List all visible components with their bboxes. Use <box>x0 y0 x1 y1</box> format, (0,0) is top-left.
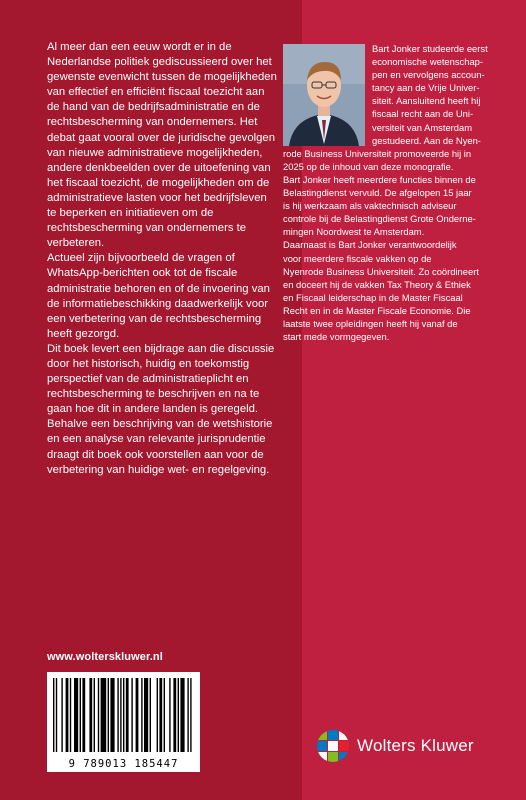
barcode-bar <box>141 678 142 752</box>
barcode-bar <box>157 678 158 752</box>
barcode-bar <box>101 678 107 752</box>
publisher-name: Wolters Kluwer <box>357 736 474 755</box>
barcode-bar <box>159 678 162 752</box>
bio-line: laatste twee opleidingen heeft hij vanaf de <box>283 317 458 329</box>
author-bio <box>283 42 493 343</box>
blurb-paragraph: Al meer dan een eeuw wordt er in de Nederlandse politiek gediscussieerd over het gewenste evenwicht tussen de mogelijkheden van effectief en efficiënt fiscaal toezicht aan de hand van de bedrijfsadministratie en de rechtsbescherming van ondernemers. Het debat gaat vooral over de juridische gevolgen van nieuwe administratieve mogelijkheden, andere denkbeelden over de uitoefening van het fiscaal toezicht, de mogelijkheden om de administratieve lasten voor het bedrijfsleven te beperken en initiatieven om de rechtsbescherming van ondernemers te verbeteren. <box>47 41 277 250</box>
bio-line: en doceert hij de vakken Tax Theory & Ethiek <box>283 278 471 290</box>
isbn-number: 9 789013 185447 <box>68 758 179 770</box>
bio-line: Daarnaast is Bart Jonker verantwoordelijk <box>283 239 457 251</box>
barcode-bar <box>144 678 148 752</box>
logo-segment <box>339 752 349 762</box>
isbn-barcode <box>47 672 200 772</box>
bio-line: voor meerdere fiscale vakken op de <box>283 252 432 264</box>
barcode-bar <box>94 678 95 752</box>
bio-line: pen en vervolgens accoun- <box>372 69 485 81</box>
barcode-bar <box>131 678 132 752</box>
barcode-bar <box>82 678 85 752</box>
barcode-bar <box>108 678 109 752</box>
logo-segment <box>317 741 327 751</box>
barcode-bar <box>53 678 54 752</box>
barcode-bar <box>117 678 118 752</box>
bio-line: start mede vormgegeven. <box>283 331 390 343</box>
bio-line: mingen Noordwest te Amsterdam. <box>283 226 425 238</box>
bio-line: rode Business Universiteit promoveerde hij in <box>283 147 472 159</box>
barcode-bar <box>180 678 184 752</box>
bio-line: fiscaal recht aan de Uni- <box>372 108 474 120</box>
barcode-bar <box>190 678 191 752</box>
bio-line: Nyenrode Business Universiteit. Zo coördineert <box>283 265 479 277</box>
logo-segment <box>328 730 338 740</box>
barcode-bar <box>169 678 170 752</box>
bio-line: Bart Jonker studeerde eerst <box>372 43 488 54</box>
logo-segment <box>317 730 327 740</box>
bio-line: Recht en in de Master Fiscale Economie. Die <box>283 304 471 316</box>
bio-line: tancy aan de Vrije Univer- <box>372 82 480 94</box>
blurb-paragraph: Dit boek levert een bijdrage aan die discussie door het historisch, huidig en toekomstig perspectief van de administratieplicht en rechtsbescherming te beschrijven en na te gaan hoe dit in andere landen is geregeld. Behalve een beschrijving van de wetshistorie en een analyse van relevante jurisprudentie draagt dit boek ook voorstellen aan voor de verbetering van huidige wet- en regelgeving. <box>47 342 275 476</box>
barcode-bar <box>120 678 121 752</box>
barcode-bar <box>178 678 179 752</box>
wolters-kluwer-logo-icon <box>315 728 351 764</box>
barcode-bar <box>187 678 188 752</box>
back-cover-blurb <box>47 40 277 478</box>
barcode-bar <box>164 678 165 752</box>
barcode-bar <box>56 678 57 752</box>
barcode-bar <box>98 678 99 752</box>
barcode-bar <box>70 678 71 752</box>
barcode-bar <box>173 678 176 752</box>
barcode-bar <box>66 678 69 752</box>
barcode-bars <box>47 678 200 764</box>
bio-line: versiteit van Amsterdam <box>372 121 473 133</box>
publisher-logo <box>315 728 474 764</box>
barcode-bar <box>61 678 62 752</box>
logo-segment <box>317 752 327 762</box>
logo-segment <box>328 752 338 762</box>
barcode-bar <box>136 678 139 752</box>
bio-line: 2025 op de inhoud van deze monografie. <box>283 160 454 172</box>
barcode-bar <box>123 678 124 752</box>
bio-line: Bart Jonker heeft meerdere functies binnen de <box>283 173 476 185</box>
barcode-bar <box>80 678 81 752</box>
bio-line: en Fiscaal leiderschap in de Master Fiscaal <box>283 291 463 303</box>
bio-line: is hij werkzaam als vaktechnisch adviseur <box>283 200 457 212</box>
logo-segment <box>339 741 349 751</box>
barcode-bar <box>110 678 114 752</box>
bio-line: siteit. Aansluitend heeft hij <box>372 95 481 107</box>
logo-segment <box>339 730 349 740</box>
barcode-bar <box>74 678 78 752</box>
logo-segment <box>328 741 338 751</box>
barcode-bar <box>126 678 129 752</box>
blurb-paragraph: Actueel zijn bijvoorbeeld de vragen of WhatsApp-berichten ook tot de fiscale administratie behoren en of de invoering van de informatiebeschikking daadwerkelijk voor een verbetering van de rechtsbescherming heeft gezorgd. <box>47 252 270 340</box>
bio-line: Belastingdienst vervuld. De afgelopen 15 jaar <box>283 187 472 199</box>
bio-line: controle bij de Belastingdienst Grote Onderne- <box>283 213 476 225</box>
bio-line: economische wetenschap- <box>372 56 483 68</box>
barcode-bar <box>150 678 151 752</box>
barcode-bar <box>89 678 92 752</box>
bio-line: gestudeerd. Aan de Nyen- <box>372 134 481 146</box>
publisher-website: www.wolterskluwer.nl <box>47 651 163 663</box>
